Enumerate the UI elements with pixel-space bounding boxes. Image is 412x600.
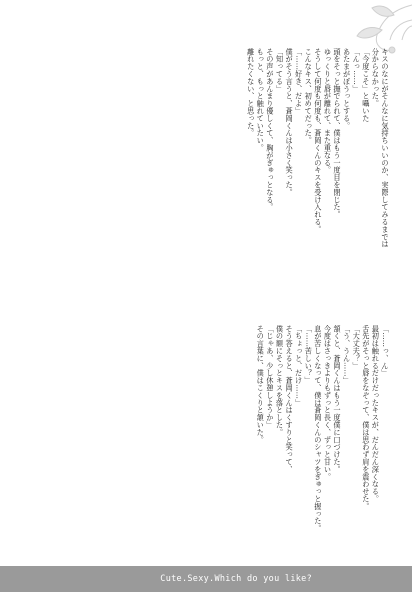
text-column: 離れたくない、と思った。 — [246, 48, 256, 137]
text-column: その言葉に、僕はこくりと頷いた。 — [256, 325, 266, 444]
text-column: 頷くと、蒼岡くんはもう一度僕に口づけた。 — [333, 325, 343, 473]
text-column: 今度はさっきよりもずっと長く、ずっと甘い。 — [323, 325, 333, 481]
text-column: そう答えると、蒼岡くんはくすりと笑って、 — [285, 325, 295, 473]
text-column: 「……苦しい？」 — [304, 325, 314, 385]
text-column: 分からなかった。 — [371, 48, 381, 108]
text-column: 息が苦しくなって、僕は蒼岡くんのシャツをぎゅっと握った。 — [313, 325, 323, 533]
text-column: ゆっくりと唇が離れて、また重なる。 — [323, 48, 333, 174]
text-column: 「ちょっと、だけ……」 — [294, 325, 304, 407]
footer-caption: Cute.Sexy.Which do you like? — [160, 574, 312, 584]
text-column: 頭をそっと撫でられて、僕はもう一度目を閉じた。 — [333, 48, 343, 219]
text-column: その声があんまり優しくて、胸がぎゅっとなる。 — [265, 48, 275, 211]
text-column: 「んっ……」 — [352, 48, 362, 93]
text-column: もっと、もっと触れていたい。 — [256, 48, 266, 152]
text-column: 「今度こそ」と囁いた — [361, 48, 371, 122]
text-column: 僕の額にそっとキスを落とした。 — [275, 325, 285, 436]
text-column: 僕がそう言うと、蒼岡くんは小さく笑った。 — [285, 48, 295, 196]
footer-bar — [0, 566, 412, 592]
bottom-text-block — [30, 325, 390, 550]
text-column: 「大丈夫？」 — [352, 325, 362, 370]
top-text-block — [30, 48, 390, 293]
text-column: そうして何度も何度も、蒼岡くんのキスを受け入れる。 — [313, 48, 323, 233]
text-column: 舌先がそっと唇をなぞって、僕は思わず肩を震わせた。 — [361, 325, 371, 510]
text-column: 「……っ、ん」 — [381, 325, 390, 377]
text-column: 「知ってる」 — [275, 48, 285, 93]
text-column: 最初は触れるだけだったキスが、だんだん深くなる。 — [371, 325, 381, 503]
text-column: 「……好き、だよ」 — [294, 48, 304, 115]
text-column: キスのなにがそんなに気持ちいいのか、実際してみるまでは — [381, 48, 390, 248]
text-column: こんなキス、初めてだった。 — [304, 48, 314, 145]
text-column: 「う、うん……」 — [342, 325, 352, 385]
text-column: あたまがぼうっとする。 — [342, 48, 352, 130]
text-column: 「じゃあ、少し休憩しようか」 — [265, 325, 275, 429]
